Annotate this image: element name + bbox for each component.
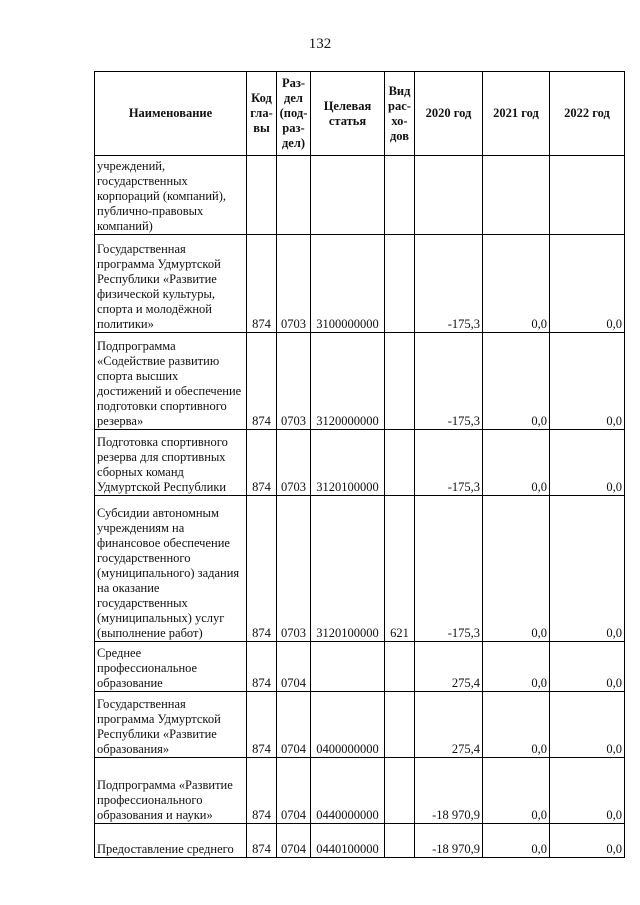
row-section: 0704 [277, 824, 311, 858]
row-2020 [415, 156, 483, 235]
row-chapter [247, 156, 277, 235]
row-target: 3120100000 [311, 496, 385, 642]
row-section: 0704 [277, 692, 311, 758]
row-target [311, 156, 385, 235]
header-2022: 2022 год [550, 72, 625, 156]
row-name: Подготовка спортивного резерва для спортивных сборных команд Удмуртской Республики [95, 430, 247, 496]
row-2021: 0,0 [483, 692, 550, 758]
row-target: 0440000000 [311, 758, 385, 824]
row-2021: 0,0 [483, 758, 550, 824]
row-chapter: 874 [247, 758, 277, 824]
row-target: 0400000000 [311, 692, 385, 758]
table-row [95, 824, 625, 858]
row-name: Государственная программа Удмуртской Республики «Развитие физической культуры, спорта и молодёжной политики» [95, 235, 247, 333]
row-2021: 0,0 [483, 496, 550, 642]
row-expense-type: 621 [385, 496, 415, 642]
header-chapter: Код гла-вы [247, 72, 277, 156]
row-2021: 0,0 [483, 333, 550, 430]
row-2020: -175,3 [415, 496, 483, 642]
row-2020: 275,4 [415, 692, 483, 758]
row-2022: 0,0 [550, 692, 625, 758]
row-target: 3120000000 [311, 333, 385, 430]
row-chapter: 874 [247, 235, 277, 333]
row-target: 3100000000 [311, 235, 385, 333]
row-expense-type [385, 642, 415, 692]
row-expense-type [385, 824, 415, 858]
row-section: 0704 [277, 758, 311, 824]
row-expense-type [385, 235, 415, 333]
header-2020: 2020 год [415, 72, 483, 156]
row-chapter: 874 [247, 824, 277, 858]
row-section: 0704 [277, 642, 311, 692]
row-name: Среднее профессиональное образование [95, 642, 247, 692]
row-expense-type [385, 430, 415, 496]
row-chapter: 874 [247, 430, 277, 496]
row-name: Государственная программа Удмуртской Республики «Развитие образования» [95, 692, 247, 758]
row-2021: 0,0 [483, 430, 550, 496]
row-2022 [550, 156, 625, 235]
row-2020: -18 970,9 [415, 824, 483, 858]
row-section: 0703 [277, 430, 311, 496]
table-row [95, 642, 625, 692]
row-2020: -175,3 [415, 333, 483, 430]
row-expense-type [385, 156, 415, 235]
row-2020: -175,3 [415, 430, 483, 496]
table-row [95, 430, 625, 496]
row-section: 0703 [277, 496, 311, 642]
row-name: Подпрограмма «Содействие развитию спорта высших достижений и обеспечение подготовки спортивного резерва» [95, 333, 247, 430]
row-2022: 0,0 [550, 235, 625, 333]
table-row [95, 692, 625, 758]
row-target [311, 642, 385, 692]
row-name: учреждений, государственных корпораций (компаний), публично-правовых компаний) [95, 156, 247, 235]
table-row [95, 758, 625, 824]
header-name: Наименование [95, 72, 247, 156]
row-name: Подпрограмма «Развитие профессионального образования и науки» [95, 758, 247, 824]
header-expense-type: Вид рас-хо-дов [385, 72, 415, 156]
table-row [95, 235, 625, 333]
row-2020: 275,4 [415, 642, 483, 692]
row-2022: 0,0 [550, 758, 625, 824]
row-2022: 0,0 [550, 430, 625, 496]
row-chapter: 874 [247, 692, 277, 758]
row-2021: 0,0 [483, 642, 550, 692]
row-name: Субсидии автономным учреждениям на финансовое обеспечение государственного (муниципального) задания на оказание государственных (муниципальных) услуг (выполнение работ) [95, 496, 247, 642]
row-section [277, 156, 311, 235]
row-target: 3120100000 [311, 430, 385, 496]
budget-table [94, 71, 625, 858]
table-header-row [95, 72, 625, 156]
row-2021: 0,0 [483, 235, 550, 333]
table-row [95, 156, 625, 235]
header-target: Целевая статья [311, 72, 385, 156]
row-section: 0703 [277, 235, 311, 333]
row-2021: 0,0 [483, 824, 550, 858]
table-row [95, 496, 625, 642]
row-2020: -18 970,9 [415, 758, 483, 824]
header-section: Раз-дел (под-раз-дел) [277, 72, 311, 156]
row-2022: 0,0 [550, 642, 625, 692]
page-number: 132 [308, 36, 332, 52]
table-row [95, 333, 625, 430]
row-target: 0440100000 [311, 824, 385, 858]
row-2022: 0,0 [550, 333, 625, 430]
row-chapter: 874 [247, 642, 277, 692]
row-2022: 0,0 [550, 496, 625, 642]
row-name: Предоставление среднего [95, 824, 247, 858]
row-chapter: 874 [247, 333, 277, 430]
row-expense-type [385, 692, 415, 758]
row-section: 0703 [277, 333, 311, 430]
row-expense-type [385, 333, 415, 430]
row-2022: 0,0 [550, 824, 625, 858]
row-chapter: 874 [247, 496, 277, 642]
row-2021 [483, 156, 550, 235]
header-2021: 2021 год [483, 72, 550, 156]
row-2020: -175,3 [415, 235, 483, 333]
row-expense-type [385, 758, 415, 824]
